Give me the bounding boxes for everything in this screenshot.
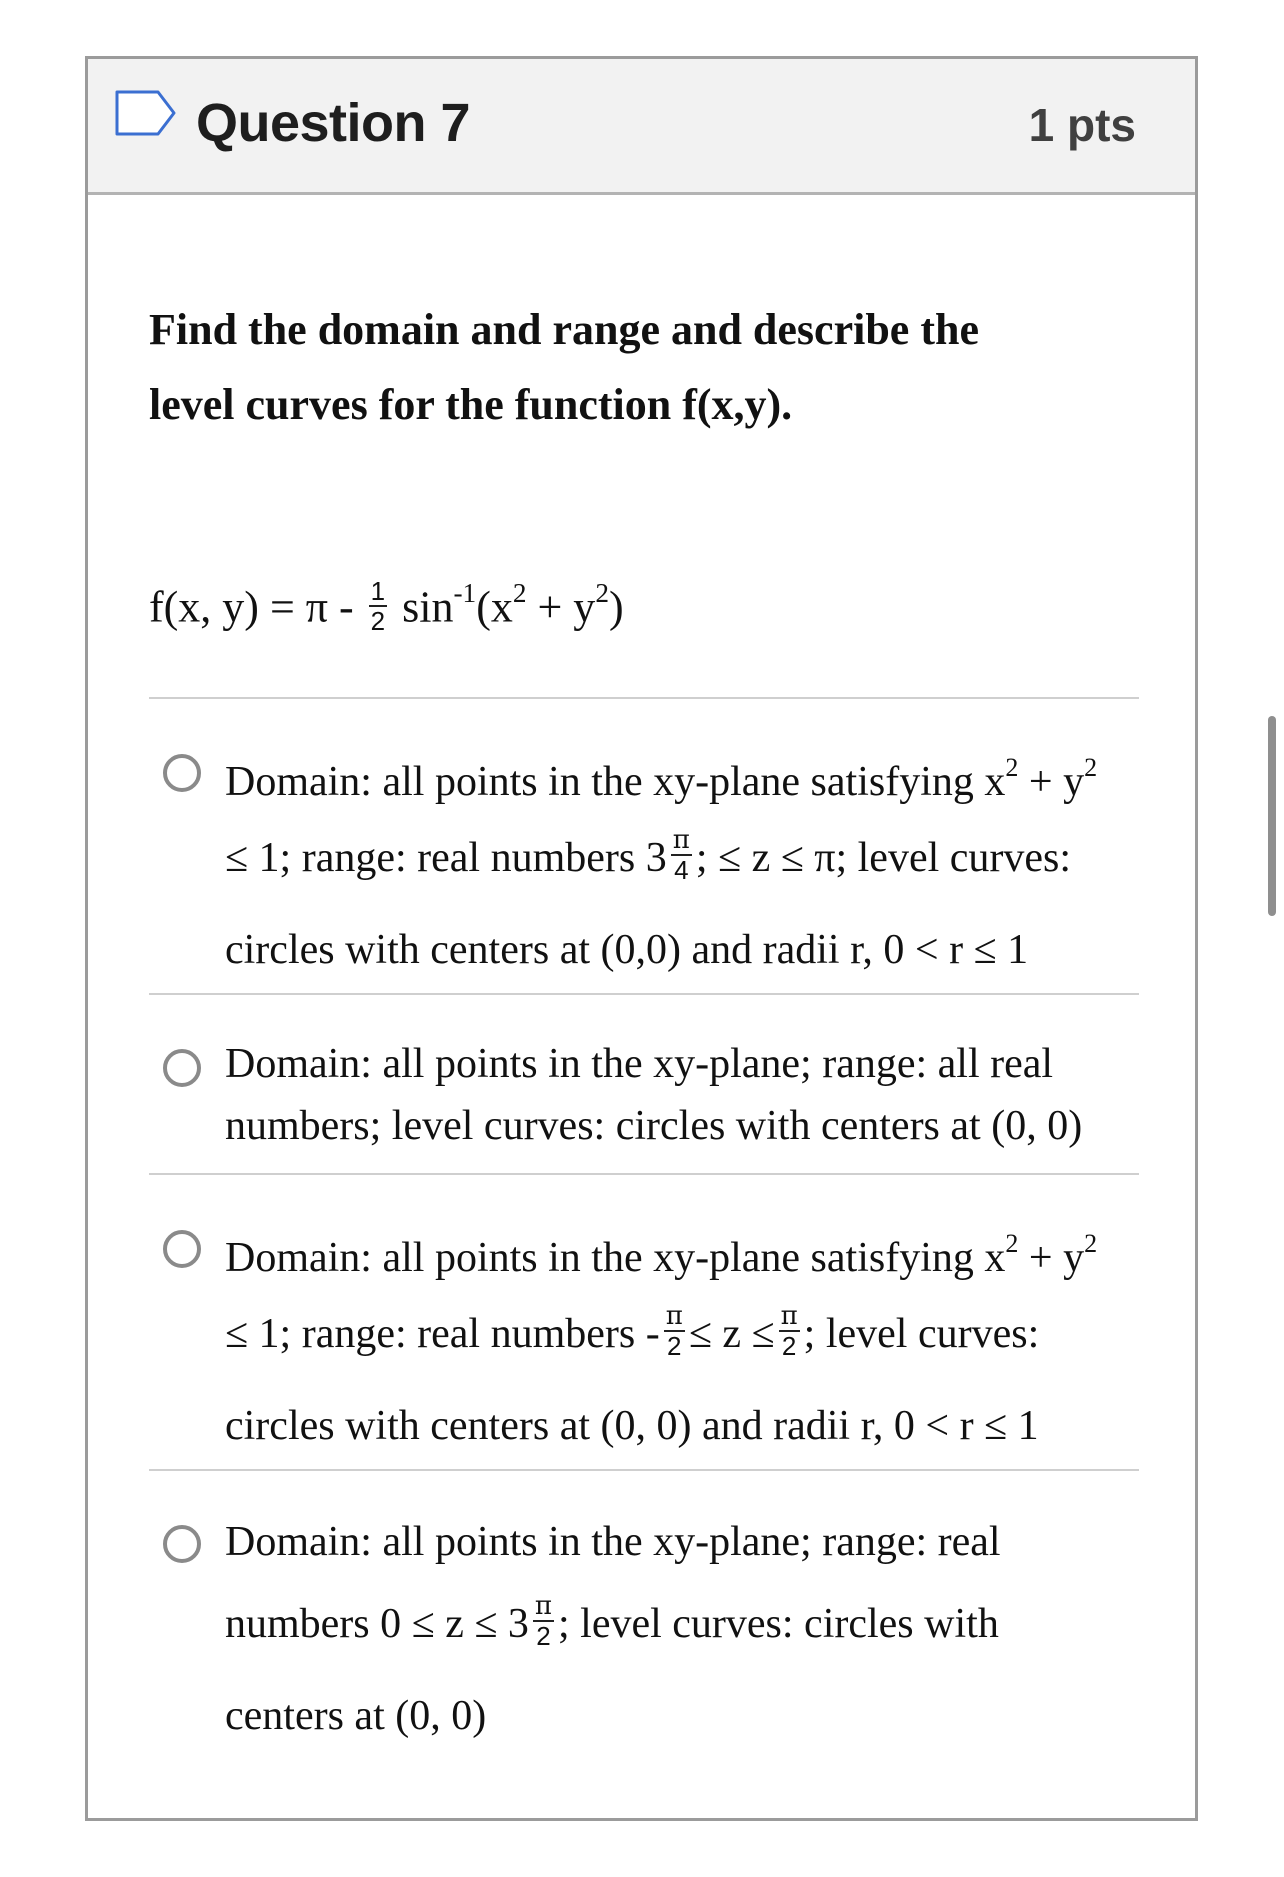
fraction-numerator: 1 [370, 575, 386, 606]
fraction [664, 1301, 685, 1362]
function-formula [149, 567, 624, 640]
option-text: circles with centers at (0,0) and radii r, 0 < r ≤ 1 [225, 927, 1029, 973]
option-line [225, 825, 1125, 917]
radio-button[interactable] [163, 1230, 201, 1268]
option-text: Domain: all points in the xy-plane satisfying x [225, 759, 1006, 805]
formula-arg-open: (x [476, 582, 513, 632]
option-text: numbers 0 ≤ z ≤ 3 [225, 1601, 529, 1647]
fraction [533, 1591, 554, 1652]
option-text: ≤ 1; range: real numbers 3 [225, 835, 667, 881]
superscript: 2 [1084, 1229, 1098, 1259]
option-text: ; level curves: [803, 1311, 1040, 1357]
option-text: Domain: all points in the xy-plane satisfying x [225, 1235, 1006, 1281]
formula-y-sup: 2 [595, 577, 609, 608]
option-2-text [225, 1033, 1125, 1157]
option-text: ≤ 1; range: real numbers - [225, 1311, 660, 1357]
formula-lhs: f(x, y) = π - [149, 582, 354, 632]
option-line [225, 1301, 1125, 1393]
fraction [671, 825, 692, 886]
option-text: circles with centers at (0, 0) and radii r, 0 < r ≤ 1 [225, 1403, 1039, 1449]
fraction-numerator: π [665, 1301, 683, 1332]
radio-button[interactable] [163, 754, 201, 792]
option-3-text [225, 1215, 1125, 1459]
fraction-numerator: π [780, 1301, 798, 1332]
option-line [225, 1215, 1125, 1301]
flag-outline-icon[interactable] [114, 89, 178, 137]
answer-option-2[interactable] [149, 995, 1139, 1173]
option-4-text [225, 1509, 1125, 1749]
superscript: 2 [1084, 753, 1098, 783]
fraction-numerator: π [672, 825, 690, 856]
question-title: Question 7 [196, 93, 471, 153]
question-points: 1 pts [1028, 99, 1136, 151]
option-text: Domain: all points in the xy-plane; range: real [225, 1519, 1001, 1565]
option-text: ≤ z ≤ [688, 1311, 775, 1357]
option-text: + y [1018, 759, 1085, 805]
fraction-denominator: 2 [536, 1621, 551, 1652]
prompt-line-1: Find the domain and range and describe the [149, 305, 979, 354]
option-text: centers at (0, 0) [225, 1693, 487, 1739]
fraction-denominator: 4 [674, 855, 689, 886]
formula-plus: + y [526, 582, 596, 632]
superscript: 2 [1005, 1229, 1019, 1259]
fraction [779, 1301, 800, 1362]
formula-sin-sup: -1 [453, 577, 477, 608]
option-line [225, 739, 1125, 825]
option-text: Domain: all points in the xy-plane; range: all real [225, 1041, 1054, 1087]
radio-button[interactable] [163, 1525, 201, 1563]
formula-arg-close: ) [608, 582, 624, 632]
scrollbar-thumb[interactable] [1268, 716, 1276, 916]
option-text: ; ≤ z ≤ π; level curves: [695, 835, 1072, 881]
formula-sin: sin [402, 582, 454, 632]
answer-option-1[interactable] [149, 699, 1139, 991]
option-text: numbers; level curves: circles with centers at (0, 0) [225, 1103, 1083, 1149]
answer-option-3[interactable] [149, 1175, 1139, 1467]
question-prompt [149, 292, 1109, 442]
radio-button[interactable] [163, 1049, 201, 1087]
option-text: + y [1018, 1235, 1085, 1281]
question-header [88, 59, 1195, 195]
option-line [225, 1591, 1125, 1683]
option-text: ; level curves: circles with [557, 1601, 999, 1647]
fraction-denominator: 2 [370, 605, 386, 636]
prompt-line-2: level curves for the function f(x,y). [149, 380, 793, 429]
fraction-denominator: 2 [667, 1331, 682, 1362]
formula-fraction [369, 575, 387, 636]
question-card [85, 56, 1198, 1821]
answer-option-4[interactable] [149, 1471, 1139, 1771]
fraction-denominator: 2 [781, 1331, 797, 1362]
fraction-numerator: π [534, 1591, 552, 1622]
formula-x-sup: 2 [512, 577, 527, 608]
superscript: 2 [1005, 753, 1019, 783]
option-1-text [225, 739, 1125, 983]
